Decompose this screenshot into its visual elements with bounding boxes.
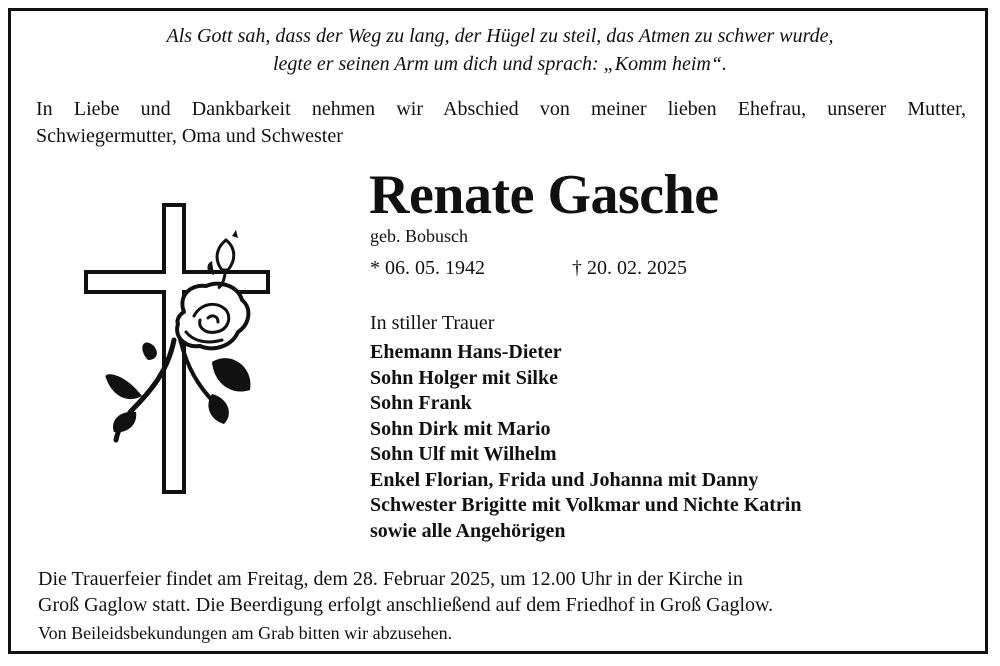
birth-date: * 06. 05. 1942 bbox=[370, 257, 485, 279]
mourner-item: Sohn Ulf mit Wilhelm bbox=[370, 443, 557, 465]
ceremony-line-1: Die Trauerfeier findet am Freitag, dem 28. Februar 2025, um 12.00 Uhr in der Kirche in bbox=[38, 568, 743, 590]
mourner-item: Ehemann Hans-Dieter bbox=[370, 341, 562, 363]
life-dates bbox=[370, 257, 730, 285]
mourner-item: Sohn Frank bbox=[370, 392, 472, 414]
death-date: † 20. 02. 2025 bbox=[572, 257, 687, 279]
motto-line-2: legte er seinen Arm um dich und sprach: „Komm heim“. bbox=[272, 53, 728, 75]
mourner-item: Sohn Holger mit Silke bbox=[370, 366, 558, 389]
condolence-note: Von Beileidsbekundungen am Grab bitten wir abzusehen. bbox=[38, 623, 453, 643]
cross-with-rose-icon bbox=[82, 200, 274, 500]
birth-name: geb. Bobusch bbox=[370, 226, 468, 246]
motto-verse bbox=[0, 22, 1000, 78]
mourners-list bbox=[370, 340, 801, 544]
mourner-item: Sohn Dirk mit Mario bbox=[370, 417, 551, 440]
intro-text bbox=[36, 96, 966, 150]
mourner-item: Schwester Brigitte mit Volkmar und Nichte Katrin bbox=[370, 494, 802, 516]
motto-line-1: Als Gott sah, dass der Weg zu lang, der Hügel zu steil, das Atmen zu schwer wurde, bbox=[166, 25, 834, 47]
mourner-item: sowie alle Angehörigen bbox=[370, 519, 566, 542]
ceremony-line-2: Groß Gaglow statt. Die Beerdigung erfolgt anschließend auf dem Friedhof in Groß Gaglow. bbox=[38, 594, 774, 616]
deceased-name: Renate Gasche bbox=[369, 164, 719, 226]
mourning-label: In stiller Trauer bbox=[370, 312, 495, 334]
ceremony-info bbox=[38, 566, 958, 618]
mourner-item: Enkel Florian, Frida und Johanna mit Danny bbox=[370, 468, 759, 491]
intro-line-2: Schwiegermutter, Oma und Schwester bbox=[36, 125, 343, 147]
intro-line-1: In Liebe und Dankbarkeit nehmen wir Abschied von meiner lieben Ehefrau, unserer Mutter, bbox=[36, 98, 966, 120]
